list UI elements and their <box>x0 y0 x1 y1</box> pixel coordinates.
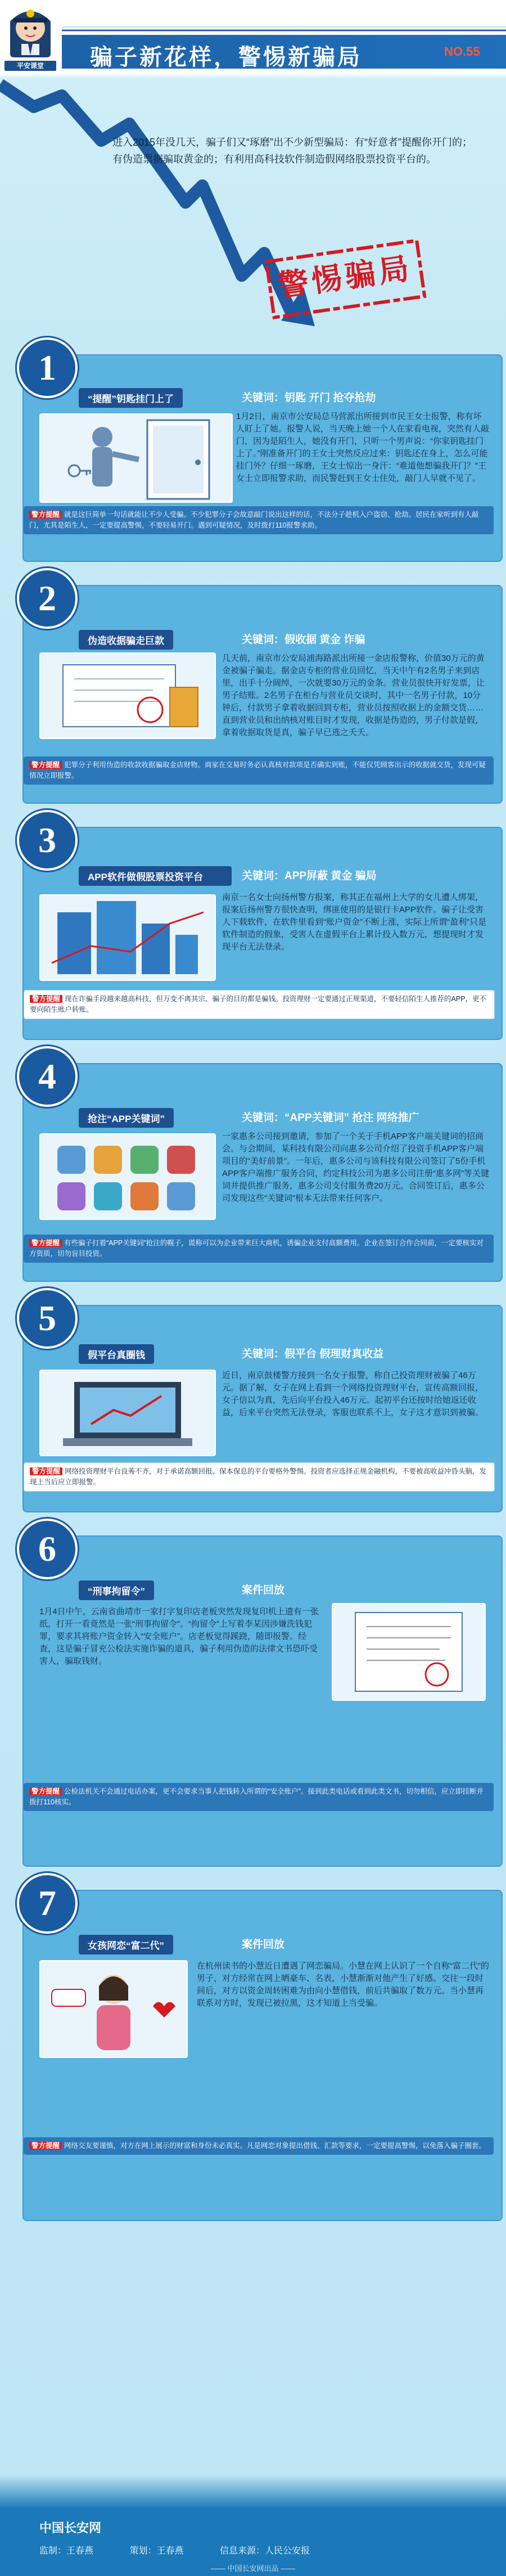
tip-text: 网络交友要谨慎，对方在网上展示的财富和身份未必真实。凡是网恋对象提出借钱、汇款等要求，一定要提高警惕，以免落入骗子圈套。 <box>64 2142 486 2150</box>
case-section-1 <box>17 337 500 562</box>
online-dating-illustration <box>40 1961 187 2057</box>
case-label: APP软件做假股票投资平台 <box>79 866 232 886</box>
footer <box>0 2509 506 2576</box>
police-tip <box>24 2137 494 2155</box>
intro-text: 进入2015年没几天，骗子们又“琢磨”出不少新型骗局：有“好意者”提醒你开门的；有伪造票据骗取黄金的；有利用高科技软件制造假网络股票投资平台的。 <box>112 137 473 165</box>
tip-label: 警方提醒 <box>29 1239 62 1247</box>
tip-text: 网络投资理财平台良莠不齐，对于承诺高额回报、保本保息的平台要格外警惕。投资者应选择正规金融机构，不要被高收益冲昏头脑，发现上当后应立即报警。 <box>30 1467 487 1486</box>
police-tip <box>24 1235 494 1263</box>
laptop-money-illustration <box>40 1371 215 1455</box>
case-section-7 <box>17 1873 500 2222</box>
case-number: 4 <box>17 1046 78 1107</box>
police-tip <box>24 1783 494 1811</box>
header <box>0 0 506 73</box>
case-keywords: 关键词：假收据 黄金 诈骗 <box>242 634 365 646</box>
issue-number <box>444 44 480 59</box>
logo-tag: 平安课堂 <box>4 61 56 71</box>
tip-label: 警方提醒 <box>30 1467 62 1475</box>
police-tip <box>24 756 494 785</box>
case-illustration <box>39 1370 216 1456</box>
issue-value: 55 <box>466 44 480 58</box>
tip-text: 就是这巨简单一句话就能让不少人受骗。不少犯罪分子会故意敲门说出这样的话，不法分子趁机入户盗窃、抢劫。居民在家听到有人敲门，尤其是陌生人，一定要提高警惕，不要轻易开门。遇到可疑情况，及时拨打110报警求助。 <box>29 511 479 529</box>
case-story: 近日，南京鼓楼警方接到一名女子报警，称自己投资理财被骗了46万元。据了解，女子在网上看到一个网络投资理财平台，宣传高额回报，女子信以为真，先后向平台投入46万元。起初平台还按时给她返还收益，后来平台突然无法登录，客服也联系不上，女子这才意识到被骗。 <box>222 1371 484 1417</box>
case-number: 3 <box>17 810 78 871</box>
tip-text: 有些骗子打着“APP关键词”抢注的幌子，谎称可以为企业带来巨大商机，诱骗企业支付高额费用。企业在签订合作合同前，一定要核实对方资质，切勿盲目投资。 <box>29 1239 484 1258</box>
credit-source: 信息来源：人民公安报 <box>219 2546 310 2556</box>
case-keywords: 关键词：钥匙 开门 抢夺抢劫 <box>242 392 376 404</box>
tip-label: 警方提醒 <box>29 1787 62 1795</box>
case-label: 假平台真圈钱 <box>79 1344 154 1364</box>
tip-label: 警方提醒 <box>29 761 62 769</box>
police-tip <box>24 1462 495 1492</box>
app-grid-illustration <box>40 1134 215 1219</box>
case-illustration <box>39 1960 188 2058</box>
police-badge-icon <box>4 3 56 60</box>
case-story: 南京一名女士向扬州警方报案，称其正在福州上大学的女儿遭人绑架，报案后扬州警方很快查明，绑匪使用的是银行卡APP软件。骗子让受害人下载软件，在软件里看到“账户资金”不断上涨，实际上所谓“盈利”只是软件制造的假象，受害人在虚假平台上累计投入数万元，想提现时才发现平台无法登录。 <box>222 893 486 952</box>
case-number: 7 <box>17 1873 78 1934</box>
case-keywords: 案件回放 <box>242 1939 285 1951</box>
case-number: 6 <box>17 1519 78 1579</box>
tip-text: 公检法机关不会通过电话办案，更不会要求当事人把钱转入所谓的“安全账户”。接到此类电话或看到此类文书，切勿相信，应立即挂断并拨打110核实。 <box>29 1787 484 1806</box>
case-keywords: 关键词：APP屏蔽 黄金 骗局 <box>242 870 377 882</box>
credit-supervisor: 监制：王春燕 <box>39 2546 94 2556</box>
case-story: 一家惠多公司接到邀请，参加了一个关于手机APP客户端关键词的招商会。与会期间，某科技有限公司向惠多公司介绍了投资手机APP客户端项目的“美好前景”。一年后，惠多公司与该科技有限公司签订了5份手机APP客户端推广服务合同，约定科技公司为惠多公司注册“惠多网”等关键词并提供推广服务，惠多公司支付服务费20万元。合同签订后，惠多公司发现这些“关键词”根本无法带来任何客户。 <box>222 1132 490 1203</box>
case-label: 女孩网恋“富二代” <box>79 1935 173 1954</box>
tip-label: 警方提醒 <box>29 511 62 519</box>
falling-arrow-graphic <box>0 73 506 326</box>
case-label: 抢注“APP关键词” <box>79 1108 174 1128</box>
case-illustration <box>39 413 233 503</box>
case-illustration <box>332 1603 486 1701</box>
detention-notice-illustration <box>333 1604 485 1700</box>
credit-planner: 策划：王春燕 <box>129 2546 184 2556</box>
case-keywords: 关键词：假平台 假理财真收益 <box>242 1348 384 1360</box>
tip-text: 现在诈骗手段越来越高科技，但万变不离其宗，骗子的目的都是骗钱。投资理财一定要通过正规渠道，不要轻信陌生人推荐的APP，更不要向陌生账户转账。 <box>30 995 487 1014</box>
footer-credits <box>39 2543 467 2556</box>
case-story: 几天前，南京市公安局浦海路派出所接一金店报警称，价值30万元的黄金被骗子骗走。据金店专柜的营业员回忆，当天中午有2名男子来到店里，出手十分阔绰，一次就要30万元的金条。营业员很快开好发票，让男子结账。2名男子在柜台与营业员交谈时，其中一名男子付款，10分钟后，付款男子拿着收据回到专柜，营业员按照收据上的金额交货……直到营业员和出纳核对账目时才发现，收据是伪造的，男子付款是假，拿着收据取货是真，骗子早已逃之夭夭。 <box>222 654 485 737</box>
police-tip <box>24 506 494 534</box>
case-illustration <box>39 1133 216 1220</box>
case-section-2 <box>17 568 500 804</box>
stamp-text: 警惕骗局 <box>275 249 415 304</box>
footer-logo: 中国长安网 <box>39 2521 102 2536</box>
page-title: 骗子新花样，警惕新骗局 <box>90 45 362 70</box>
issue-prefix: NO. <box>444 44 467 58</box>
case-label: “刑事拘留令” <box>79 1580 154 1600</box>
header-decoration <box>62 11 506 34</box>
case-section-4 <box>17 1046 500 1282</box>
case-number: 1 <box>17 337 78 398</box>
case-keywords: 案件回放 <box>242 1584 285 1596</box>
tip-text: 犯罪分子利用伪造的收款收据骗取金店财物。商家在交易时务必认真核对款项是否确实到账，不能仅凭顾客出示的收据就交货，发现可疑情况立即报警。 <box>29 761 486 780</box>
case-section-3 <box>17 810 500 1041</box>
door-key-illustration <box>40 415 232 502</box>
case-story: 1月2日，南京市公安局总马营派出所接到市民王女士报警，称有坏人盯上了她。报警人说，当天晚上她一个人在家看电视，突然有人敲门，因为是陌生人，她没有开门，只听一个男声说：“你家钥匙挂门上了。”刚准备开门的王女士突然反应过来：钥匙还在身上，怎么可能挂门外？仔细一琢磨，王女士惊出一身汗：“难道他想骗我开门？”王女士立即报警求助，而民警赶到王女士住处，敲门人早就不见了。 <box>236 412 490 483</box>
case-story: 1月4日中午，云南省曲靖市一家打字复印店老板突然发现复印机上遗有一张纸，打开一看竟然是一张“刑事拘留令”。“拘留令”上写着李某因涉嫌洗钱犯罪，要求其将账户资金转入“安全账户”。店老板觉得蹊跷，随即报警。经查，这是骗子冒充公检法实施诈骗的道具，骗子利用伪造的法律文书恐吓受害人，骗取钱财。 <box>39 1607 319 1666</box>
case-number: 5 <box>17 1288 78 1349</box>
case-keywords: 关键词：“APP关键词” 抢注 网络推广 <box>242 1112 419 1124</box>
footer-copyright: —— 中国长安网出品 —— <box>210 2564 296 2573</box>
case-section-5 <box>17 1288 500 1513</box>
case-number: 2 <box>17 568 78 629</box>
tip-label: 警方提醒 <box>29 2142 62 2150</box>
case-illustration <box>39 894 216 981</box>
receipt-illustration <box>40 654 215 738</box>
case-illustration <box>39 652 216 739</box>
building-chart-illustration <box>40 895 215 980</box>
tip-label: 警方提醒 <box>30 995 62 1003</box>
case-label: “提醒”钥匙挂门上了 <box>79 388 183 408</box>
case-story: 在杭州读书的小慧近日遭遇了网恋骗局。小慧在网上认识了一个自称“富二代”的男子，对方经常在网上晒豪车、名表，小慧渐渐对他产生了好感。交往一段时间后，对方以资金周转困难为由向小慧借钱，前后共骗取了数万元。当小慧再联系对方时，发现已被拉黑，这才知道上当受骗。 <box>197 1961 489 2008</box>
case-label: 伪造收据骗走巨款 <box>79 630 173 650</box>
case-section-6 <box>17 1519 500 1867</box>
police-tip <box>24 990 495 1019</box>
